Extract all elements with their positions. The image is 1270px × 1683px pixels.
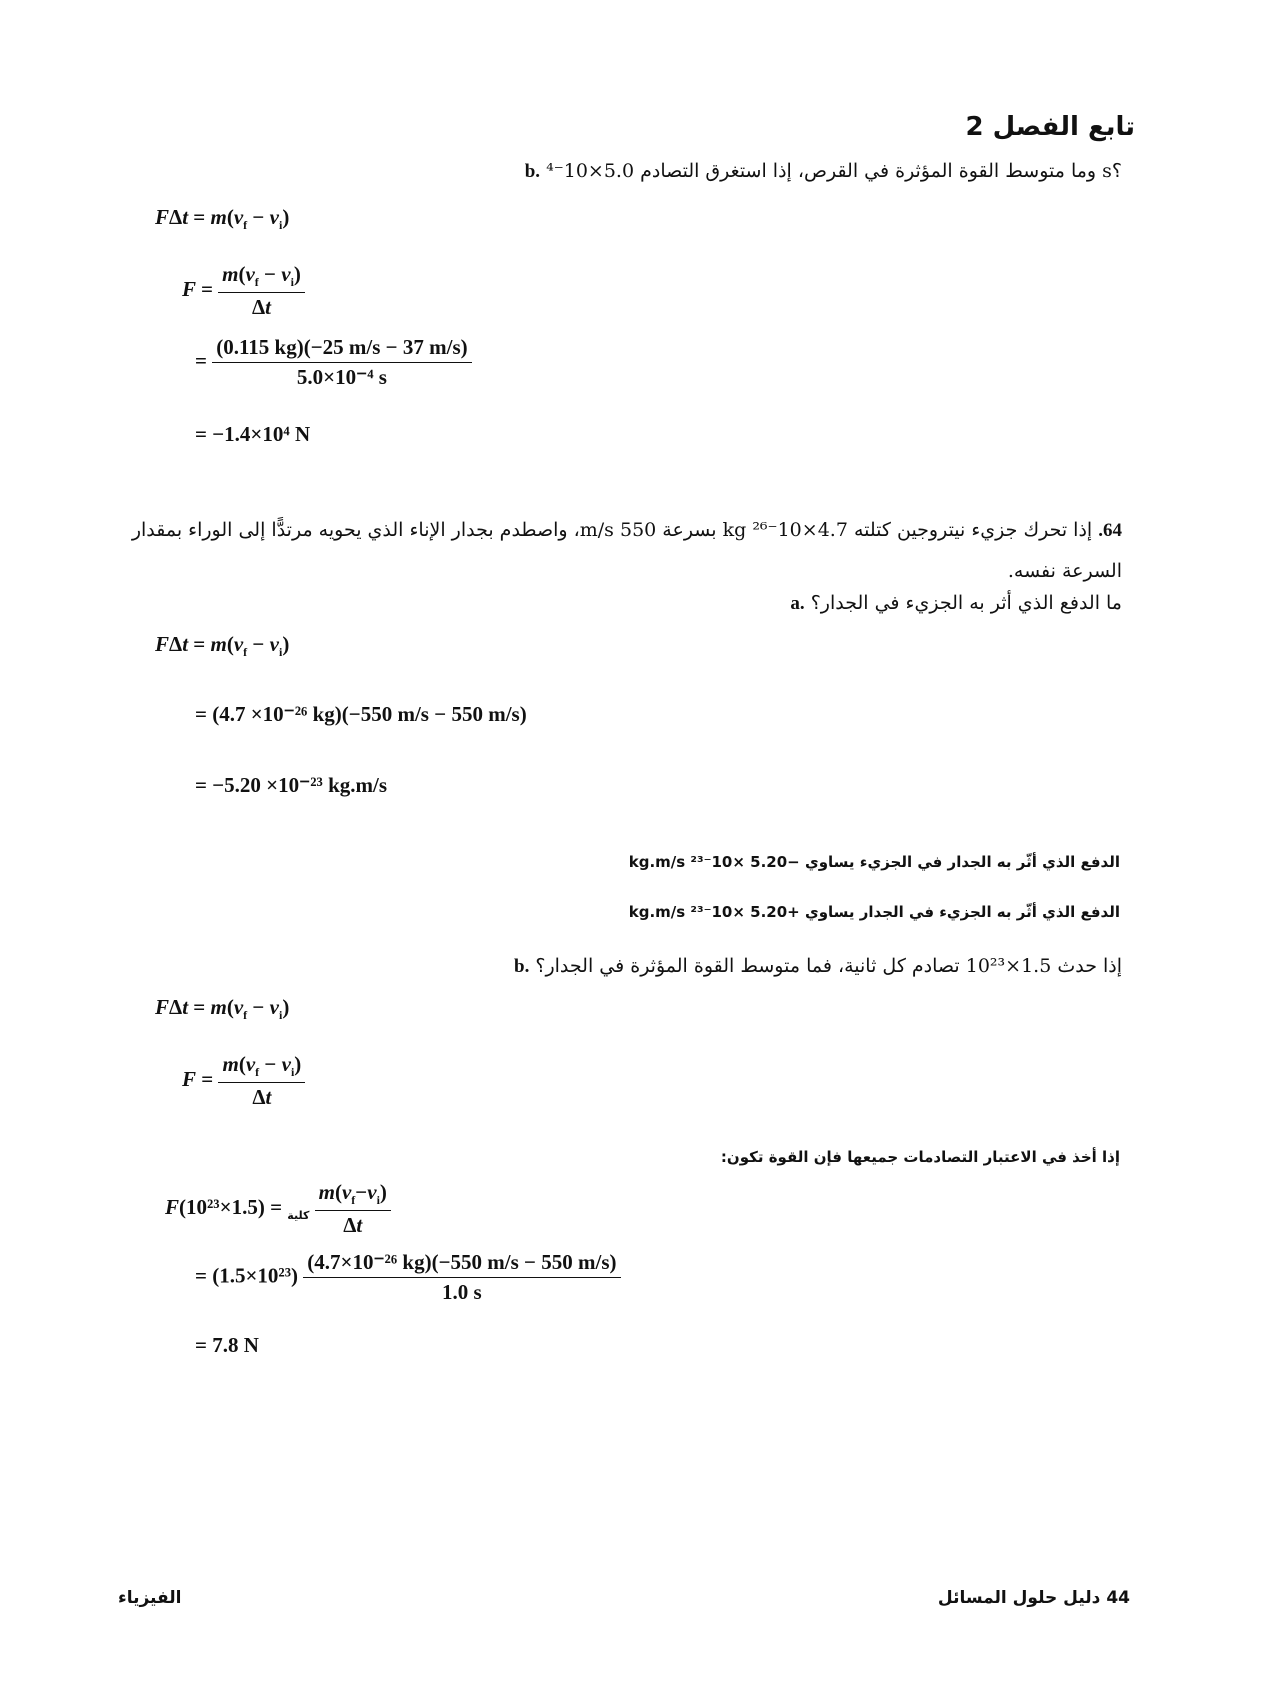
note-molecule-on-wall: الدفع الذي أثّر به الجزيء في الجدار يساوي +5.20 ×10⁻²³ kg.m/s [628, 903, 1120, 921]
problem-number: 64. [1098, 520, 1122, 541]
problem-text: إذا تحرك جزيء نيتروجين كتلته 4.7×10⁻²⁶ kg بسرعة 550 m/s، واصطدم بجدار الإناء الذي يحويه مرتدًّا إلى الوراء بمقدار السرعة نفسه. [131, 519, 1122, 582]
equation-result-a: = −5.20 ×10⁻²³ kg.m/s [195, 773, 388, 797]
eq-numerator: (4.7×10⁻²⁶ kg)(−550 m/s − 550 m/s) [303, 1250, 620, 1278]
question-a [790, 592, 1122, 615]
equation-result: = −1.4×10⁴ N [195, 422, 311, 446]
question-b [422, 160, 1122, 183]
eq-lhs: F = [182, 276, 213, 301]
problem-64 [112, 510, 1122, 591]
equation-total-substitution [195, 1250, 621, 1305]
equation-substitution: = $\frac{(0.115 kg)(-25 m/s - 37 m/s)}{\text{5.0×10⁻⁴ s}}$ [195, 335, 472, 390]
eq-denominator: 1.0 s [442, 1280, 482, 1304]
footer-subject: الفيزياء [118, 1588, 182, 1608]
equation-impulse-a: $F\Delta t = m(v_f - v_i)$ [155, 632, 290, 660]
equation-force-fraction: F = $\frac{m(v_f - v_i)}{\Delta t}$ [182, 262, 305, 320]
equation-force-fraction-b: F = $\frac{m(v_f - v_i)}{\Delta t}$ [182, 1052, 305, 1110]
equation-impulse-b: $F\Delta t = m(v_f - v_i)$ [155, 995, 290, 1023]
question-label: b. [514, 956, 530, 977]
equation-total-force: F $_{كلية}$ = (1.5×10²³) $\frac{m(v_f-v_i)}{\Delta t}$ [165, 1180, 391, 1238]
note-total-force: إذا أخذ في الاعتبار التصادمات جميعها فإن القوة تكون: [720, 1148, 1120, 1166]
eq-coefficient: = (1.5×10²³) [179, 1194, 283, 1219]
question-b-64 [514, 955, 1122, 978]
total-subscript: كلية [287, 1209, 310, 1223]
footer-page-info: 44 دليل حلول المسائل [937, 1588, 1130, 1608]
question-text: وما متوسط القوة المؤثرة في القرص، إذا استغرق التصادم 5.0×10⁻⁴ s؟ [546, 160, 1122, 182]
eq-numerator: (0.115 kg)(−25 m/s − 37 m/s) [212, 335, 471, 363]
question-text: إذا حدث 1.5×10²³ تصادم كل ثانية، فما متوسط القوة المؤثرة في الجدار؟ [535, 955, 1122, 977]
note-wall-on-molecule: الدفع الذي أثّر به الجدار في الجزيء يساوي −5.20 ×10⁻²³ kg.m/s [628, 853, 1120, 871]
eq-coefficient: = (1.5×10²³) [195, 1263, 299, 1288]
chapter-title: تابع الفصل 2 [965, 112, 1135, 142]
equation-impulse: $F\Delta t = m(v_f - v_i)$ [155, 205, 290, 233]
equation-total-result: = 7.8 N [195, 1333, 259, 1357]
question-label: a. [790, 593, 805, 614]
eq-denominator: 5.0×10⁻⁴ s [296, 365, 387, 389]
question-label: b. [524, 161, 541, 182]
equation-substitution-a: = (4.7 ×10⁻²⁶ kg)(−550 m/s − 550 m/s) [195, 702, 527, 726]
question-text: ما الدفع الذي أثر به الجزيء في الجدار؟ [810, 592, 1122, 614]
